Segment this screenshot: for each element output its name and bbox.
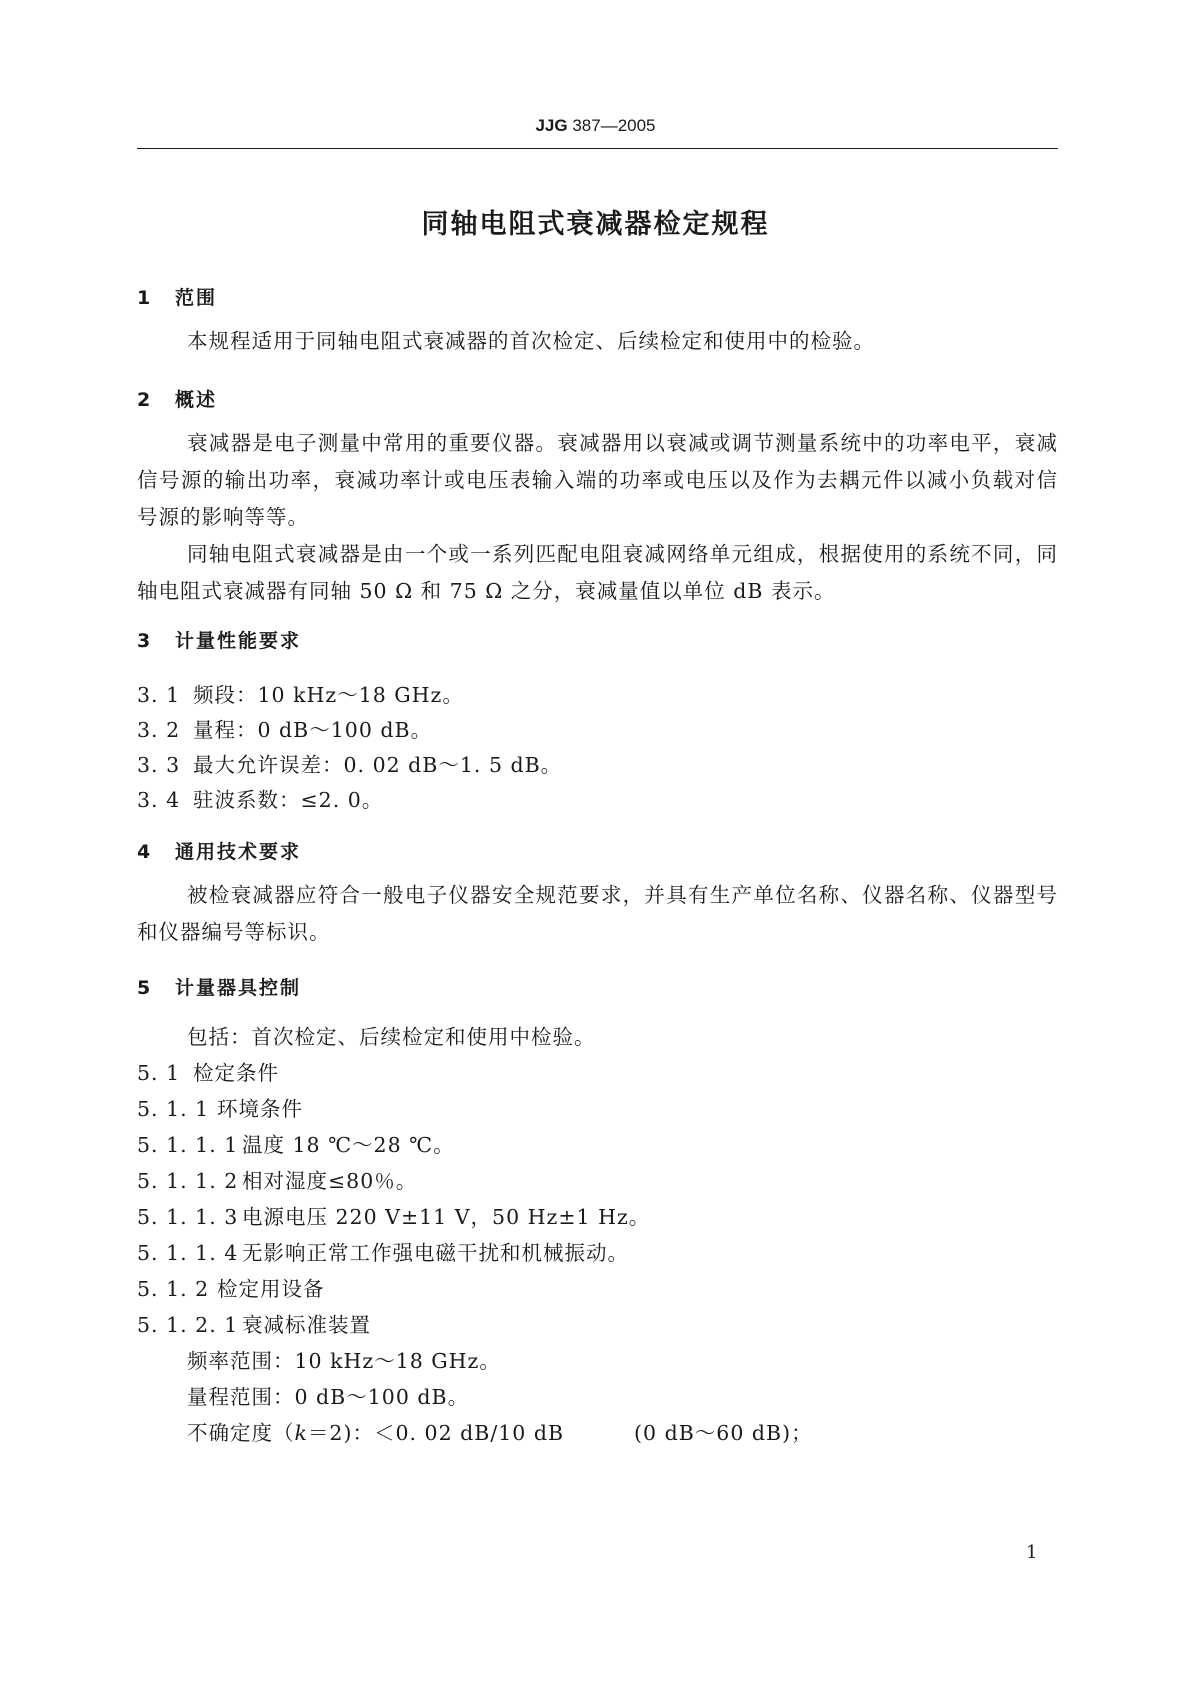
section-title: 计量器具控制 bbox=[175, 977, 302, 999]
uncertainty-value: ＝2)：＜0. 02 dB/10 dB bbox=[307, 1421, 565, 1445]
list-item bbox=[137, 1308, 371, 1338]
item-text: 衰减标准装置 bbox=[242, 1313, 371, 1337]
list-item bbox=[137, 1272, 325, 1302]
item-text: 检定条件 bbox=[193, 1061, 279, 1085]
uncertainty-range: (0 dB～60 dB)； bbox=[634, 1421, 813, 1445]
spec-measurement-range: 量程范围：0 dB～100 dB。 bbox=[187, 1385, 470, 1409]
header-standard-code bbox=[0, 116, 1191, 136]
coverage-factor-symbol: k bbox=[294, 1421, 308, 1445]
spec-frequency-range: 频率范围：10 kHz～18 GHz。 bbox=[187, 1349, 501, 1373]
header-code-number: 387—2005 bbox=[567, 116, 656, 135]
item-text: 最大允许误差：0. 02 dB～1. 5 dB。 bbox=[193, 753, 563, 777]
section-number: 3 bbox=[137, 630, 153, 652]
item-number: 3. 2 bbox=[137, 718, 181, 742]
item-number: 5. 1. 1. 2 bbox=[137, 1169, 239, 1193]
section-1-paragraph: 本规程适用于同轴电阻式衰减器的首次检定、后续检定和使用中的检验。 bbox=[187, 329, 875, 353]
item-text: 频段：10 kHz～18 GHz。 bbox=[193, 683, 464, 707]
list-item bbox=[137, 1056, 279, 1086]
section-number: 2 bbox=[137, 389, 153, 411]
item-number: 3. 1 bbox=[137, 683, 181, 707]
list-item bbox=[137, 1200, 650, 1230]
section-4-heading bbox=[137, 837, 301, 864]
item-number: 5. 1 bbox=[137, 1061, 181, 1085]
section-title: 通用技术要求 bbox=[175, 841, 302, 863]
item-text: 环境条件 bbox=[217, 1097, 303, 1121]
section-number: 1 bbox=[137, 287, 153, 309]
section-2-heading bbox=[137, 385, 217, 412]
section-number: 5 bbox=[137, 977, 153, 999]
item-number: 5. 1. 2. 1 bbox=[137, 1313, 239, 1337]
item-text: 驻波系数：≤2. 0。 bbox=[193, 788, 384, 812]
section-4-paragraph: 被检衰减器应符合一般电子仪器安全规范要求，并具有生产单位名称、仪器名称、仪器型号和仪器编号等标识。 bbox=[137, 883, 1058, 944]
list-item bbox=[137, 1236, 629, 1266]
section-title: 概述 bbox=[175, 389, 218, 411]
page-number: 1 bbox=[1026, 1542, 1038, 1563]
item-text: 无影响正常工作强电磁干扰和机械振动。 bbox=[242, 1241, 629, 1265]
list-item bbox=[137, 783, 383, 813]
list-item bbox=[137, 1128, 455, 1158]
list-item bbox=[137, 1092, 303, 1122]
section-title: 计量性能要求 bbox=[175, 630, 302, 652]
item-text: 电源电压 220 V±11 V，50 Hz±1 Hz。 bbox=[242, 1205, 651, 1229]
section-5-intro: 包括：首次检定、后续检定和使用中检验。 bbox=[187, 1025, 596, 1049]
list-item bbox=[137, 678, 464, 708]
list-item bbox=[137, 713, 432, 743]
item-text: 相对湿度≤80％。 bbox=[242, 1169, 418, 1193]
header-code-prefix: JJG bbox=[535, 116, 568, 135]
item-text: 检定用设备 bbox=[217, 1277, 325, 1301]
item-number: 5. 1. 2 bbox=[137, 1277, 210, 1301]
item-number: 3. 4 bbox=[137, 788, 181, 812]
uncertainty-label: 不确定度（ bbox=[187, 1421, 295, 1445]
section-2-paragraph-2: 同轴电阻式衰减器是由一个或一系列匹配电阻衰减网络单元组成，根据使用的系统不同，同轴电阻式衰减器有同轴 50 Ω 和 75 Ω 之分，衰减量值以单位 dB 表示。 bbox=[137, 542, 1058, 603]
list-item bbox=[137, 748, 562, 778]
section-title: 范围 bbox=[175, 287, 218, 309]
section-2-paragraph-1: 衰减器是电子测量中常用的重要仪器。衰减器用以衰减或调节测量系统中的功率电平，衰减信号源的输出功率，衰减功率计或电压表输入端的功率或电压以及作为去耦元件以减小负载对信号源的影响等等。 bbox=[137, 431, 1058, 529]
section-number: 4 bbox=[137, 841, 153, 863]
list-item bbox=[137, 1164, 417, 1194]
header-rule bbox=[137, 148, 1058, 149]
section-5-heading bbox=[137, 973, 301, 1000]
item-number: 5. 1. 1. 4 bbox=[137, 1241, 239, 1265]
item-number: 5. 1. 1. 3 bbox=[137, 1205, 239, 1229]
section-3-heading bbox=[137, 626, 301, 653]
item-text: 温度 18 ℃～28 ℃。 bbox=[242, 1133, 455, 1157]
item-number: 3. 3 bbox=[137, 753, 181, 777]
item-number: 5. 1. 1 bbox=[137, 1097, 210, 1121]
document-title: 同轴电阻式衰减器检定规程 bbox=[421, 209, 770, 240]
item-number: 5. 1. 1. 1 bbox=[137, 1133, 239, 1157]
item-text: 量程：0 dB～100 dB。 bbox=[193, 718, 433, 742]
spec-uncertainty bbox=[137, 1416, 813, 1446]
section-1-heading bbox=[137, 283, 217, 310]
